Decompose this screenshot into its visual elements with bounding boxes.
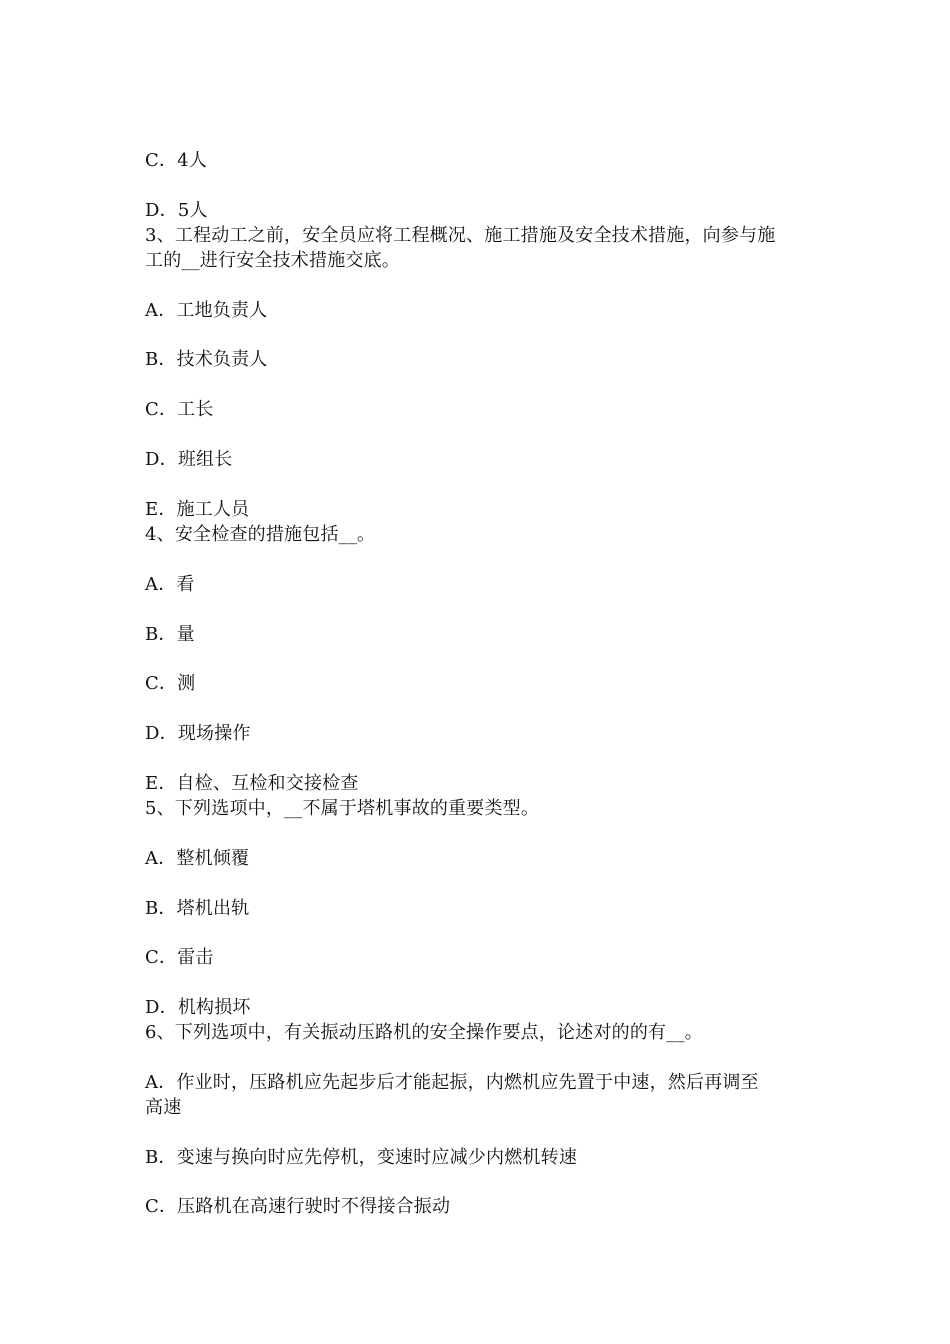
q4-option-b: B．量: [145, 624, 195, 645]
q4-option-e: E．自检、互检和交接检查: [145, 773, 359, 794]
q4-option-a: A．看: [145, 574, 195, 595]
q5-option-b: B．塔机出轨: [145, 898, 250, 919]
q3-option-e: E．施工人员: [145, 499, 250, 520]
q3-option-b: B．技术负责人: [145, 349, 268, 370]
q2-option-d: D．5人: [145, 200, 208, 221]
q5-stem: 5、下列选项中，__不属于塔机事故的重要类型。: [145, 798, 540, 819]
q6-option-a-line1: A．作业时，压路机应先起步后才能起振，内燃机应先置于中速，然后再调至: [145, 1072, 759, 1093]
q3-stem-line1: 3、工程动工之前，安全员应将工程概况、施工措施及安全技术措施，向参与施: [145, 225, 776, 246]
q6-option-c: C．压路机在高速行驶时不得接合振动: [145, 1196, 451, 1217]
q2-option-c: C．4人: [145, 150, 208, 171]
q4-option-c: C．测: [145, 673, 196, 694]
q3-option-c: C．工长: [145, 399, 214, 420]
q6-option-a-line2: 高速: [145, 1097, 182, 1118]
q5-option-d: D．机构损坏: [145, 997, 251, 1018]
q3-stem-line2: 工的__进行安全技术措施交底。: [145, 250, 400, 271]
q4-option-d: D．现场操作: [145, 723, 251, 744]
q4-stem: 4、安全检查的措施包括__。: [145, 524, 376, 545]
q6-stem: 6、下列选项中，有关振动压路机的安全操作要点，论述对的的有__。: [145, 1022, 703, 1043]
q5-option-a: A．整机倾覆: [145, 848, 250, 869]
q3-option-a: A．工地负责人: [145, 300, 268, 321]
q5-option-c: C．雷击: [145, 947, 214, 968]
q3-option-d: D．班组长: [145, 449, 233, 470]
q6-option-b: B．变速与换向时应先停机，变速时应减少内燃机转速: [145, 1147, 578, 1168]
